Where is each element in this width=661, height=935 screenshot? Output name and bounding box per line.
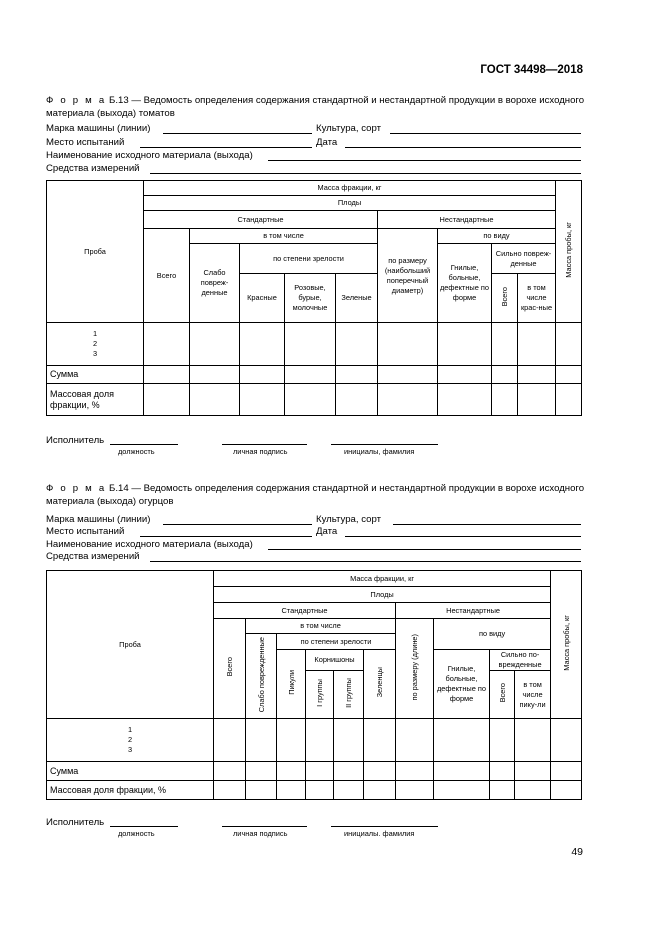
form-14-group2-header: II группы: [334, 671, 364, 719]
form-13-total-header: Всего: [144, 229, 190, 323]
form-14-pickles-header: Пикули: [277, 650, 306, 719]
form-14-standard-header: Стандартные: [214, 603, 396, 619]
form-14-position-line: [110, 826, 178, 827]
form-13-prefix: Ф о р м а: [46, 95, 107, 106]
form-13-hd-incl-header: в том числе крас-ные: [518, 274, 556, 323]
form-14-position-caption: должность: [118, 829, 155, 838]
form-13-position-caption: должность: [118, 447, 155, 456]
form-13-by-ripeness-header: по степени зрелости: [240, 244, 378, 274]
form-13-table: [46, 180, 582, 416]
form-13-by-type-header: по виду: [438, 229, 556, 244]
form-13-red-header: Красные: [240, 274, 285, 323]
form-14-total-header: Всего: [214, 619, 246, 719]
form-13-heavily-damaged-header: Сильно повреж-денные: [492, 244, 556, 274]
form-14-by-ripeness-header: по степени зрелости: [277, 634, 396, 650]
form-13-culture-line: [390, 133, 581, 134]
form-13-rotten-header: Гнилые, больные, дефектные по форме: [438, 244, 492, 323]
form-13-standard-header: Стандартные: [144, 211, 378, 229]
form-14-material-line: [268, 549, 581, 550]
form-14-place-label: Место испытаний: [46, 526, 125, 537]
form-13-green-header: Зеленые: [336, 274, 378, 323]
form-13-fruits-header: Плоды: [144, 196, 556, 211]
form-14-culture-label: Культура, сорт: [316, 514, 381, 525]
form-13-place-line: [140, 147, 312, 148]
form-13-name-line: [331, 444, 438, 445]
form-14-greens-header: Зеленцы: [364, 650, 396, 719]
form-14-sum-label: Сумма: [47, 762, 214, 781]
form-14-rotten-header: Гнилые, больные, дефектные по форме: [434, 650, 490, 719]
form-13-material-label: Наименование исходного материала (выхода): [46, 150, 253, 161]
form-14-sign-caption: личная подпись: [233, 829, 288, 838]
form-14-hd-total-header: Всего: [490, 671, 515, 719]
form-14-machine-label: Марка машины (линии): [46, 514, 151, 525]
form-13-measure-line: [150, 173, 581, 174]
form-14-row-numbers: 1 2 3: [47, 719, 214, 762]
form-13-date-line: [345, 147, 581, 148]
form-13-title-text: Б.13 — Ведомость определения содержания стандартной и нестандартной продукции в ворохе исходного материала (выхода) томатов: [46, 95, 585, 119]
form-13-mass-share-label: Массовая доля фракции, %: [47, 384, 144, 416]
form-14-measure-label: Средства измерений: [46, 551, 140, 562]
form-13-machine-label: Марка машины (линии): [46, 123, 151, 134]
form-14-slightly-damaged-header: Слабо поврежденные: [246, 634, 277, 719]
form-13-slightly-damaged-header: Слабо повреж-денные: [190, 244, 240, 323]
form-14-prefix: Ф о р м а: [46, 483, 107, 494]
form-13-material-line: [268, 160, 581, 161]
form-13-sign-line: [222, 444, 307, 445]
form-14-date-line: [345, 536, 581, 537]
form-13-title: [46, 94, 586, 120]
form-14-title-text: Б.14 — Ведомость определения содержания стандартной и нестандартной продукции в ворохе исходного материала (выхода) огурцов: [46, 483, 585, 507]
form-13-sum-label: Сумма: [47, 366, 144, 384]
form-13-place-label: Место испытаний: [46, 137, 125, 148]
form-13-position-line: [110, 444, 178, 445]
form-14-sample-header: Проба: [47, 571, 214, 719]
form-14-title: [46, 482, 586, 508]
form-13-row-numbers: 1 2 3: [47, 323, 144, 366]
form-14-sample-mass-header: Масса пробы, кг: [551, 571, 582, 719]
form-14-material-label: Наименование исходного материала (выхода): [46, 539, 253, 550]
form-14-executor-label: Исполнитель: [46, 817, 105, 828]
form-13-sign-caption: личная подпись: [233, 447, 288, 456]
form-13-name-caption: инициалы, фамилия: [344, 447, 415, 456]
form-13-culture-label: Культура, сорт: [316, 123, 381, 134]
form-13-measure-label: Средства измерений: [46, 163, 140, 174]
form-13-pink-header: Розовые, бурые, молочные: [285, 274, 336, 323]
form-14-mass-fraction-header: Масса фракции, кг: [214, 571, 551, 587]
form-13-hd-total-header: Всего: [492, 274, 518, 323]
form-14-including-header: в том числе: [246, 619, 396, 634]
form-14-sign-line: [222, 826, 307, 827]
form-14-machine-line: [163, 524, 312, 525]
form-13-executor-label: Исполнитель: [46, 435, 105, 446]
form-13-sample-mass-header: Масса пробы, кг: [556, 181, 582, 323]
standard-number: ГОСТ 34498—2018: [480, 64, 583, 76]
page-number: 49: [571, 846, 583, 858]
form-13-mass-fraction-header: Масса фракции, кг: [144, 181, 556, 196]
form-14-place-line: [140, 536, 312, 537]
form-14-group1-header: I группы: [306, 671, 334, 719]
form-14-mass-share-label: Массовая доля фракции, %: [47, 781, 214, 800]
form-13-including-header: в том числе: [190, 229, 378, 244]
form-14-heavily-damaged-header: Сильно по-врежденные: [490, 650, 551, 671]
form-14-culture-line: [393, 524, 581, 525]
form-14-date-label: Дата: [316, 526, 338, 537]
form-14-table: [46, 570, 582, 800]
form-13-nonstandard-header: Нестандартные: [378, 211, 556, 229]
form-14-name-caption: инициалы. фамилия: [344, 829, 415, 838]
form-13-by-size-header: по размеру (наибольший поперечный диаметр): [378, 229, 438, 323]
form-14-nonstandard-header: Нестандартные: [396, 603, 551, 619]
form-14-hd-incl-header: в том числе пику-ли: [515, 671, 551, 719]
form-14-gherkins-header: Корнишоны: [306, 650, 364, 671]
form-14-measure-line: [150, 561, 581, 562]
form-14-by-type-header: по виду: [434, 619, 551, 650]
form-14-by-size-header: по размеру (длине): [396, 619, 434, 719]
form-14-fruits-header: Плоды: [214, 587, 551, 603]
form-13-sample-header: Проба: [47, 181, 144, 323]
form-14-name-line: [331, 826, 438, 827]
form-13-date-label: Дата: [316, 137, 338, 148]
form-13-machine-line: [163, 133, 312, 134]
